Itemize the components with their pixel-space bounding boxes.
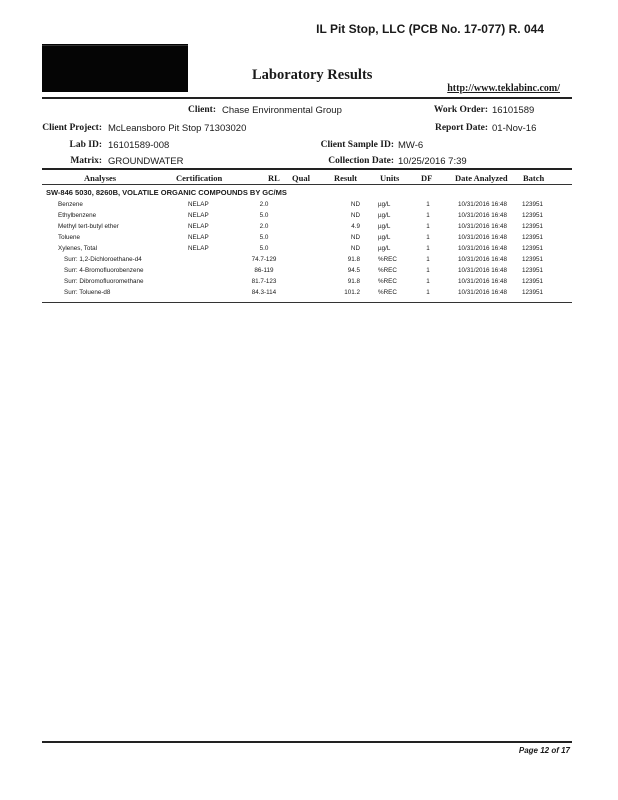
certification: NELAP [188,223,209,230]
col-batch: Batch [523,173,545,183]
page-number: Page 12 of 17 [518,746,570,755]
analyte-name: Toluene [58,234,81,241]
divider [42,45,188,46]
col-units: Units [380,173,400,183]
table-row [0,223,618,233]
project-value: McLeansboro Pit Stop 71303020 [108,123,247,134]
dilution-factor: 1 [426,245,430,252]
batch: 123951 [522,245,544,252]
batch: 123951 [522,223,544,230]
result: 91.8 [347,256,360,263]
batch: 123951 [522,289,544,296]
document-reference: IL Pit Stop, LLC (PCB No. 17-077) R. 044 [316,22,544,36]
client-label: Client: [188,105,216,115]
batch: 123951 [522,267,544,274]
collection-date-value: 10/25/2016 7:39 [398,156,467,167]
date-analyzed: 10/31/2016 16:48 [458,245,508,252]
analyte-name: Surr: 1,2-Dichloroethane-d4 [64,256,142,263]
certification: NELAP [188,212,209,219]
result: 94.5 [347,267,360,274]
units: µg/L [378,245,391,252]
table-row [0,267,618,277]
result: 91.8 [347,278,360,285]
date-analyzed: 10/31/2016 16:48 [458,201,508,208]
units: %REC [378,256,397,263]
analyte-name: Xylenes, Total [58,245,98,252]
col-df: DF [421,173,433,183]
units: %REC [378,278,397,285]
table-row [0,234,618,244]
matrix-label: Matrix: [70,156,102,166]
date-analyzed: 10/31/2016 16:48 [458,267,508,274]
divider [42,97,572,99]
certification: NELAP [188,234,209,241]
reporting-limit: 5.0 [259,234,269,241]
col-date-analyzed: Date Analyzed [455,173,508,183]
dilution-factor: 1 [426,201,430,208]
sample-id-value: MW-6 [398,140,424,151]
analyte-name: Ethylbenzene [58,212,97,219]
batch: 123951 [522,212,544,219]
reporting-limit: 2.0 [259,201,269,208]
units: µg/L [378,212,391,219]
reporting-limit: 5.0 [259,212,269,219]
dilution-factor: 1 [426,267,430,274]
client-value: Chase Environmental Group [222,105,342,116]
reporting-limit: 2.0 [259,223,269,230]
units: µg/L [378,234,391,241]
matrix-value: GROUNDWATER [108,156,184,167]
date-analyzed: 10/31/2016 16:48 [458,234,508,241]
date-analyzed: 10/31/2016 16:48 [458,278,508,285]
units: µg/L [378,201,391,208]
lab-id-label: Lab ID: [69,140,102,150]
date-analyzed: 10/31/2016 16:48 [458,223,508,230]
reporting-limit: 81.7-123 [251,278,277,285]
reporting-limit: 84.3-114 [251,289,277,296]
result: 101.2 [344,289,360,296]
result: 4.9 [351,223,360,230]
work-order-value: 16101589 [492,105,535,116]
table-row [0,245,618,255]
date-analyzed: 10/31/2016 16:48 [458,212,508,219]
analyte-name: Methyl tert-butyl ether [58,223,119,230]
sample-id-label: Client Sample ID: [320,140,394,150]
result: ND [350,212,360,219]
redacted-logo [42,44,188,92]
method-heading: SW-846 5030, 8260B, VOLATILE ORGANIC COMPOUNDS BY GC/MS [46,188,287,197]
table-row [0,201,618,211]
batch: 123951 [522,278,544,285]
result: ND [350,245,360,252]
units: µg/L [378,223,391,230]
dilution-factor: 1 [426,278,430,285]
units: %REC [378,267,397,274]
date-analyzed: 10/31/2016 16:48 [458,256,508,263]
date-analyzed: 10/31/2016 16:48 [458,289,508,296]
col-rl: RL [268,173,280,183]
page-title: Laboratory Results [252,67,373,83]
col-certification: Certification [176,173,223,183]
reporting-limit: 5.0 [259,245,269,252]
analyte-name: Surr: Toluene-d8 [64,289,111,296]
lab-website-link[interactable]: http://www.teklabinc.com/ [447,83,560,94]
divider [42,741,572,743]
report-date-label: Report Date: [434,123,488,133]
report-date-value: 01-Nov-16 [492,123,537,134]
analyte-name: Surr: Dibromofluoromethane [64,278,144,285]
dilution-factor: 1 [426,212,430,219]
reporting-limit: 86-119 [254,267,274,274]
project-label: Client Project: [42,123,102,133]
divider [42,184,572,185]
analyte-name: Surr: 4-Bromofluorobenzene [64,267,144,274]
batch: 123951 [522,234,544,241]
collection-date-label: Collection Date: [328,156,394,166]
dilution-factor: 1 [426,289,430,296]
table-row [0,278,618,288]
reporting-limit: 74.7-129 [251,256,277,263]
divider [42,168,572,170]
dilution-factor: 1 [426,223,430,230]
result: ND [350,201,360,208]
col-result: Result [334,173,358,183]
result: ND [350,234,360,241]
table-row [0,289,618,299]
dilution-factor: 1 [426,256,430,263]
work-order-label: Work Order: [433,105,488,115]
table-row [0,256,618,266]
dilution-factor: 1 [426,234,430,241]
units: %REC [378,289,397,296]
col-analyses: Analyses [84,173,117,183]
divider [42,302,572,303]
certification: NELAP [188,245,209,252]
certification: NELAP [188,201,209,208]
batch: 123951 [522,256,544,263]
batch: 123951 [522,201,544,208]
col-qual: Qual [292,173,310,183]
lab-id-value: 16101589-008 [108,140,170,151]
table-row [0,212,618,222]
analyte-name: Benzene [58,201,83,208]
